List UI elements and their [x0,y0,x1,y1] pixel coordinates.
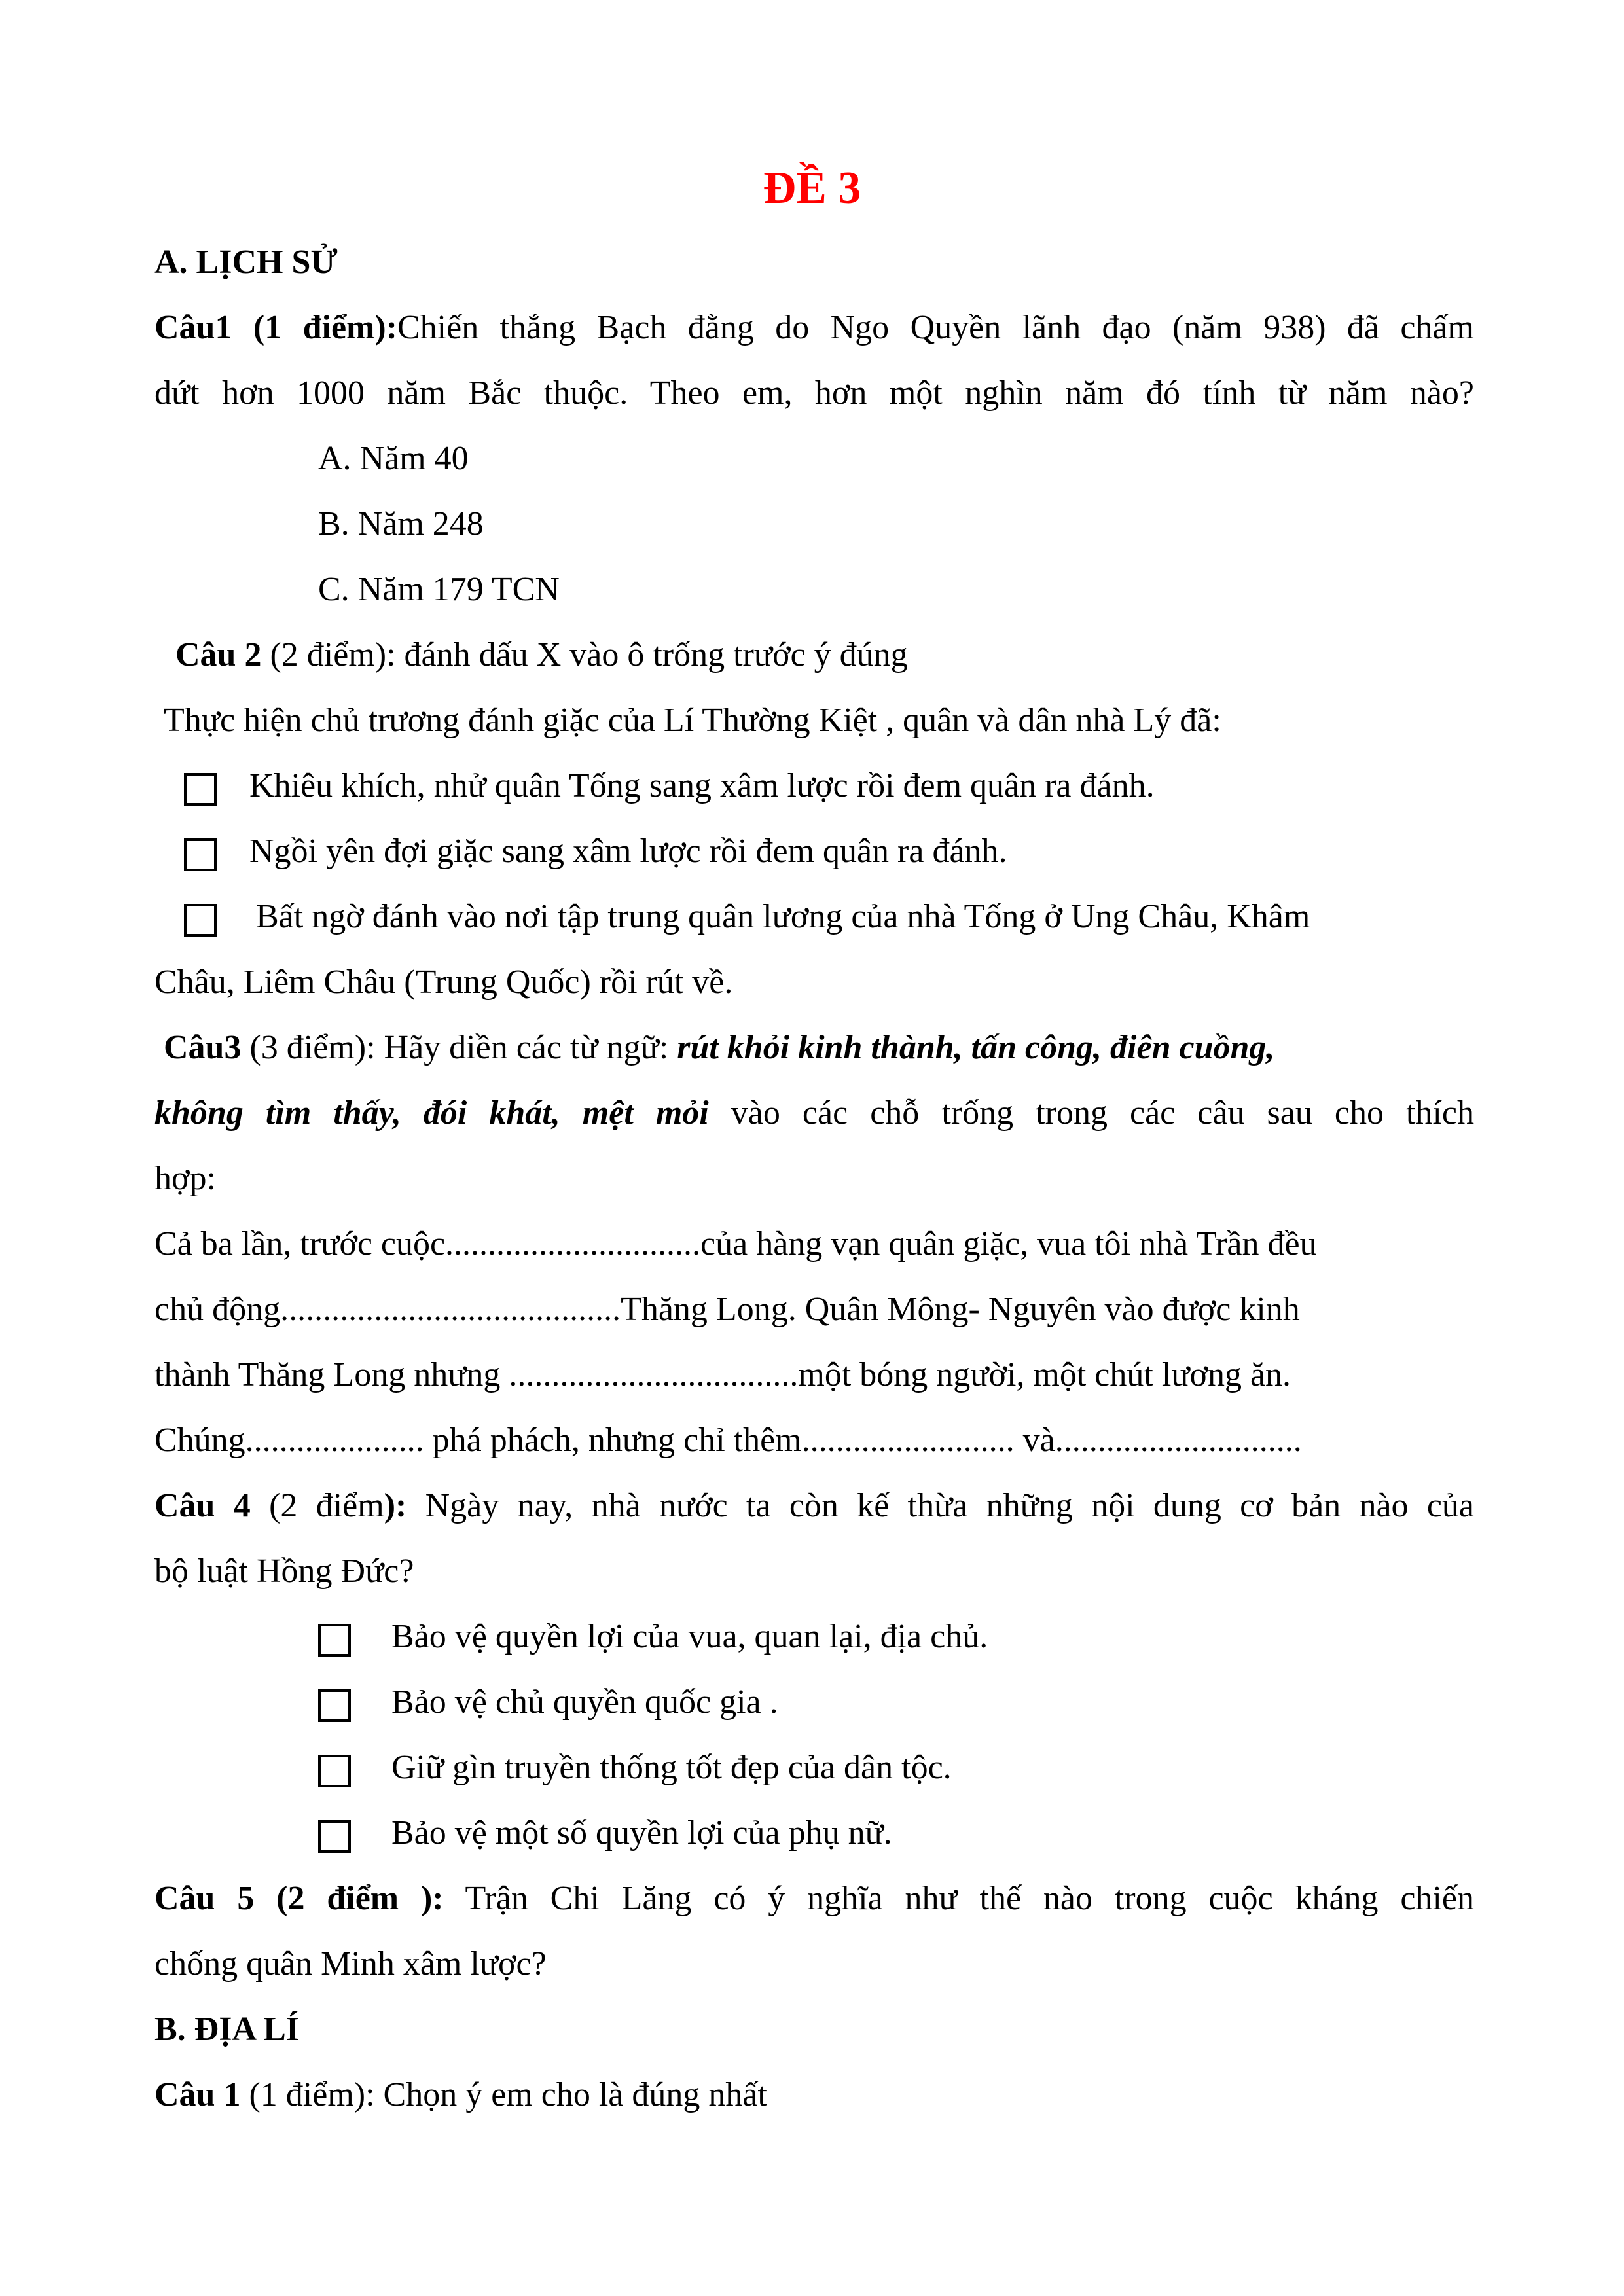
q2-option-1: Khiêu khích, nhử quân Tống sang xâm lược rồi đem quân ra đánh. [249,767,1155,804]
q4-option-4: Bảo vệ một số quyền lợi của phụ nữ. [391,1814,892,1852]
q3-line-1: Câu3 (3 điểm): Hãy diền các từ ngữ: rút khỏi kinh thành, tấn công, điên cuồng, [164,1029,1275,1066]
q4-line-2: bộ luật Hồng Đức? [154,1552,414,1590]
q1-option-b: B. Năm 248 [318,505,484,543]
b-q1-line: Câu 1 (1 điểm): Chọn ý em cho là đúng nhất [154,2076,767,2113]
q3-line-3: hợp: [154,1160,216,1197]
q2-prompt: Thực hiện chủ trương đánh giặc của Lí Thường Kiệt , quân và dân nhà Lý đã: [164,702,1221,739]
q2-option-1-checkbox[interactable] [184,773,217,806]
section-b-heading: B. ĐỊA LÍ [154,2011,300,2048]
q2-option-3-cont: Châu, Liêm Châu (Trung Quốc) rồi rút về. [154,963,733,1001]
q2-option-2-checkbox[interactable] [184,838,217,871]
q4-option-2: Bảo vệ chủ quyền quốc gia . [391,1683,778,1721]
q4-option-1: Bảo vệ quyền lợi của vua, quan lại, địa chủ. [391,1618,988,1655]
q3-fill-line-1: Cả ba lần, trước cuộc..............................của hàng vạn quân giặc, vua tôi nhà Trần đều [154,1225,1317,1263]
q4-option-3: Giữ gìn truyền thống tốt đẹp của dân tộc. [391,1749,952,1786]
q4-option-2-checkbox[interactable] [318,1689,351,1722]
q1-option-a: A. Năm 40 [318,440,469,477]
q4-option-4-checkbox[interactable] [318,1820,351,1853]
q2-option-3-checkbox[interactable] [184,904,217,937]
q2-option-2: Ngồi yên đợi giặc sang xâm lược rồi đem quân ra đánh. [249,833,1007,870]
q3-fill-line-2: chủ động........................................Thăng Long. Quân Mông- Nguyên vào được kinh [154,1291,1300,1328]
q5-line-1: Câu 5 (2 điểm ): Trận Chi Lăng có ý nghĩa như thế nào trong cuộc kháng chiến [154,1880,1474,1917]
q3-fill-line-3: thành Thăng Long nhưng ..................................một bóng người, một chút lương ăn. [154,1356,1291,1393]
q1-option-c: C. Năm 179 TCN [318,571,560,608]
q1-line-1: Câu1 (1 điểm):Chiến thắng Bạch đằng do Ngo Quyền lãnh đạo (năm 938) đã chấm [154,309,1475,346]
q4-option-3-checkbox[interactable] [318,1755,351,1787]
q3-line-2: không tìm thấy, đói khát, mệt mỏi vào các chỗ trống trong các câu sau cho thích [154,1094,1475,1132]
q2-heading: Câu 2 (2 điểm): đánh dấu X vào ô trống trước ý đúng [175,636,908,673]
q1-line-2: dứt hơn 1000 năm Bắc thuộc. Theo em, hơn một nghìn năm đó tính từ năm nào? [154,374,1474,412]
q4-line-1: Câu 4 (2 điểm): Ngày nay, nhà nước ta còn kế thừa những nội dung cơ bản nào của [154,1487,1474,1524]
q5-line-2: chống quân Minh xâm lược? [154,1945,547,1982]
q2-option-3: Bất ngờ đánh vào nơi tập trung quân lương của nhà Tống ở Ung Châu, Khâm [256,898,1310,935]
q4-option-1-checkbox[interactable] [318,1624,351,1657]
q3-fill-line-4: Chúng..................... phá phách, nhưng chỉ thêm......................... và............................. [154,1422,1302,1459]
page-title: ĐỀ 3 [763,163,861,213]
section-a-heading: A. LỊCH SỬ [154,243,338,281]
